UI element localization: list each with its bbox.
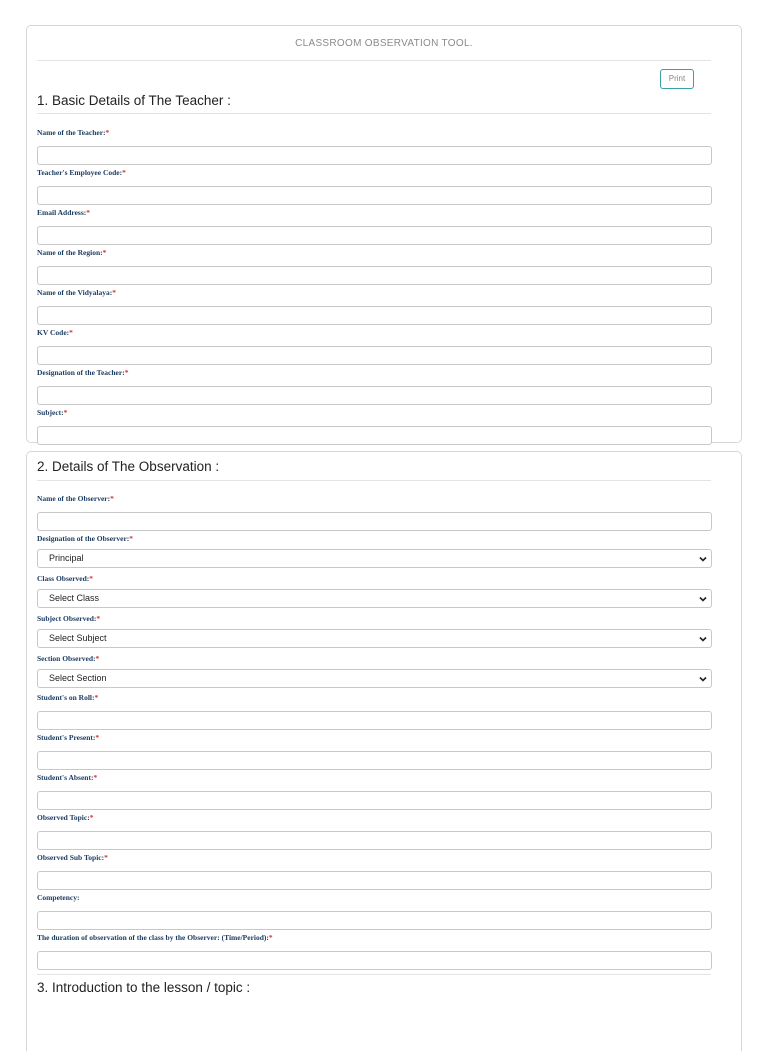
field-label: Subject:*: [37, 408, 68, 417]
section-title-observation: 2. Details of The Observation :: [37, 459, 220, 474]
divider: [37, 60, 711, 61]
field-label: Email Address:*: [37, 208, 90, 217]
field-observed-sub-topic: [37, 853, 712, 890]
field-kv-code: [37, 328, 712, 365]
competency-input[interactable]: [37, 911, 712, 930]
chevron-down-icon: [698, 674, 708, 684]
chevron-down-icon: [698, 634, 708, 644]
employee-code-input[interactable]: [37, 186, 712, 205]
teacher-designation-input[interactable]: [37, 386, 712, 405]
chevron-down-icon: [698, 594, 708, 604]
observation-details-card: [26, 451, 742, 1051]
section-title-teacher: 1. Basic Details of The Teacher :: [37, 93, 231, 108]
observer-name-input[interactable]: [37, 512, 712, 531]
field-label: Student's on Roll:*: [37, 693, 99, 702]
field-observer-name: [37, 494, 712, 531]
divider: [37, 113, 711, 114]
field-label: Designation of the Observer:*: [37, 534, 134, 543]
students-present-input[interactable]: [37, 751, 712, 770]
section-title-introduction: 3. Introduction to the lesson / topic :: [37, 980, 251, 995]
kv-code-input[interactable]: [37, 346, 712, 365]
field-students-on-roll: [37, 693, 712, 730]
field-vidyalaya: [37, 288, 712, 325]
field-students-present: [37, 733, 712, 770]
field-label: Student's Present:*: [37, 733, 100, 742]
teacher-name-input[interactable]: [37, 146, 712, 165]
print-button[interactable]: Print: [660, 69, 694, 89]
field-label: Teacher's Employee Code:*: [37, 168, 126, 177]
observation-duration-input[interactable]: [37, 951, 712, 970]
students-on-roll-input[interactable]: [37, 711, 712, 730]
field-label: KV Code:*: [37, 328, 73, 337]
field-label: Name of the Region:*: [37, 248, 107, 257]
field-label: Competency:: [37, 893, 80, 902]
field-email: [37, 208, 712, 245]
field-observation-duration: [37, 933, 712, 970]
field-label: Observed Topic:*: [37, 813, 94, 822]
tool-title: CLASSROOM OBSERVATION TOOL.: [295, 38, 473, 49]
region-input[interactable]: [37, 266, 712, 285]
select-value: Select Class: [49, 593, 100, 603]
field-region: [37, 248, 712, 285]
field-students-absent: [37, 773, 712, 810]
field-observer-designation: [37, 534, 712, 568]
field-teacher-designation: [37, 368, 712, 405]
field-label: Name of the Observer:*: [37, 494, 114, 503]
observer-designation-select[interactable]: [37, 549, 712, 568]
observed-topic-input[interactable]: [37, 831, 712, 850]
field-competency: [37, 893, 712, 930]
divider: [37, 974, 711, 975]
field-label: Section Observed:*: [37, 654, 100, 663]
field-label: Subject Observed:*: [37, 614, 101, 623]
field-label: Name of the Teacher:*: [37, 128, 110, 137]
observed-sub-topic-input[interactable]: [37, 871, 712, 890]
field-label: Class Observed:*: [37, 574, 94, 583]
field-observed-topic: [37, 813, 712, 850]
students-absent-input[interactable]: [37, 791, 712, 810]
field-label: The duration of observation of the class by the Observer: (Time/Period):*: [37, 933, 273, 942]
field-teacher-name: [37, 128, 712, 165]
chevron-down-icon: [698, 554, 708, 564]
teacher-details-card: [26, 25, 742, 443]
subject-input[interactable]: [37, 426, 712, 445]
email-input[interactable]: [37, 226, 712, 245]
field-section-observed: [37, 654, 712, 688]
section-select[interactable]: [37, 669, 712, 688]
subject-select[interactable]: [37, 629, 712, 648]
select-value: Principal: [49, 553, 84, 563]
field-label: Name of the Vidyalaya:*: [37, 288, 116, 297]
field-label: Designation of the Teacher:*: [37, 368, 129, 377]
select-value: Select Subject: [49, 633, 107, 643]
field-employee-code: [37, 168, 712, 205]
select-value: Select Section: [49, 673, 107, 683]
field-subject: [37, 408, 712, 445]
divider: [37, 480, 711, 481]
field-label: Student's Absent:*: [37, 773, 98, 782]
class-select[interactable]: [37, 589, 712, 608]
field-subject-observed: [37, 614, 712, 648]
field-label: Observed Sub Topic:*: [37, 853, 108, 862]
field-class-observed: [37, 574, 712, 608]
vidyalaya-input[interactable]: [37, 306, 712, 325]
